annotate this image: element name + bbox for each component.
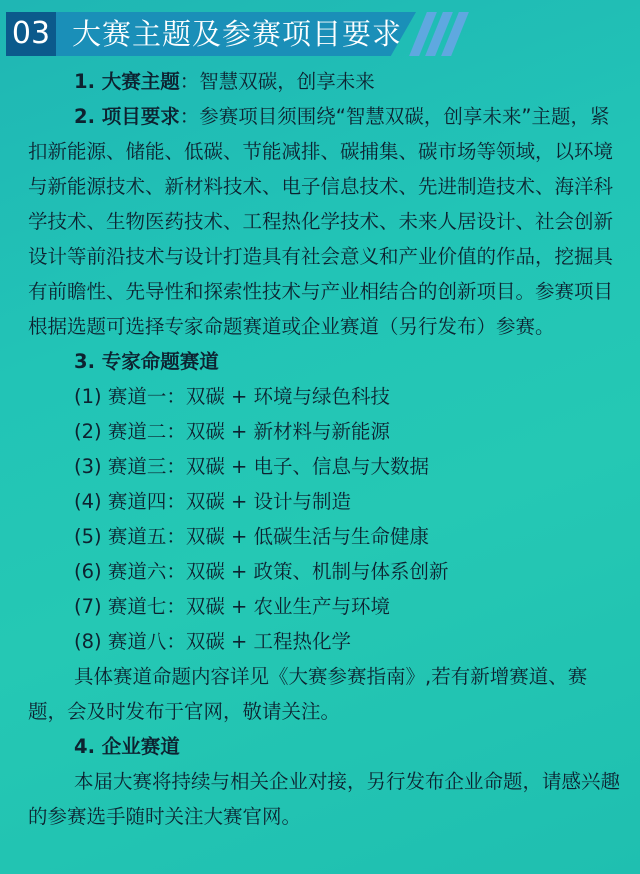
tracks-note: 具体赛道命题内容详见《大赛参赛指南》,若有新增赛道、赛题，会及时发布于官网，敬请关注。 — [28, 665, 588, 723]
track-item: (7) 赛道七：双碳 + 农业生产与环境 — [74, 595, 391, 618]
expert-tracks-heading: 3. 专家命题赛道 — [74, 350, 219, 373]
requirements-label: 2. 项目要求 — [74, 105, 180, 128]
track-item: (2) 赛道二：双碳 + 新材料与新能源 — [74, 420, 391, 443]
track-item: (5) 赛道五：双碳 + 低碳生活与生命健康 — [74, 525, 430, 548]
requirements-lead: ：参赛项目须围绕“智慧双碳，创享未来” — [179, 105, 532, 128]
track-item: (3) 赛道三：双碳 + 电子、信息与大数据 — [74, 455, 430, 478]
theme-text: ：智慧双碳，创享未来 — [179, 70, 375, 93]
track-item: (8) 赛道八：双碳 + 工程热化学 — [74, 630, 352, 653]
requirements-body: 主题，紧扣新能源、储能、低碳、节能减排、碳捕集、碳市场等领域，以环境与新能源技术、新材料技术、电子信息技术、先进制造技术、海洋科学技术、生物医药技术、工程热化学技术、未来人居设计、社会创新设计等前沿技术与设计打造具有社会意义和产业价值的作品，挖掘具有前瞻性、先导性和探索性技术与产业相结合的创新项目。参赛项目根据选题可选择专家命题赛道或企业赛道（另行发布）参赛。 — [28, 105, 614, 338]
section-title: 大赛主题及参赛项目要求 — [72, 17, 403, 51]
track-item: (6) 赛道六：双碳 + 政策、机制与体系创新 — [74, 560, 449, 583]
requirements-paragraph — [28, 99, 620, 344]
theme-label: 1. 大赛主题 — [74, 70, 180, 93]
document-body — [28, 64, 620, 834]
track-item: (1) 赛道一：双碳 + 环境与绿色科技 — [74, 385, 391, 408]
theme-paragraph — [28, 64, 620, 99]
section-header — [0, 8, 640, 58]
section-number: 03 — [6, 12, 56, 56]
track-item: (4) 赛道四：双碳 + 设计与制造 — [74, 490, 352, 513]
enterprise-track-heading: 4. 企业赛道 — [74, 735, 180, 758]
enterprise-track-text: 本届大赛将持续与相关企业对接，另行发布企业命题，请感兴趣的参赛选手随时关注大赛官网。 — [28, 770, 621, 828]
